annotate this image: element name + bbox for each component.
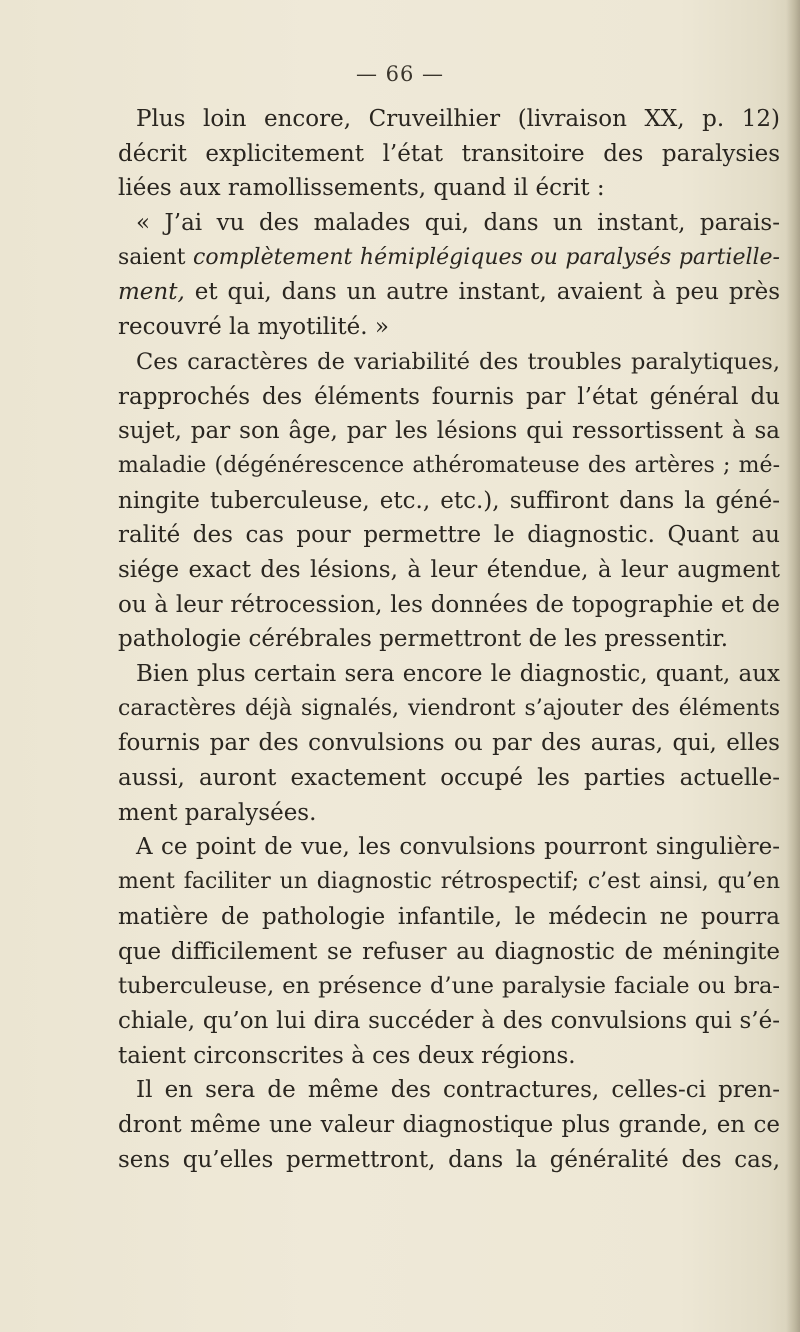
text-line: taient circonscrites à ces deux régions. [118,1042,576,1069]
text-line: ment paralysées. [118,799,317,826]
text-line [118,241,780,276]
italic-segment: complètement hémiplégiques ou paralysés partielle- [193,244,780,270]
page-number-header: — 66 — [355,62,445,86]
text-line: siége exact des lésions, à leur étendue, à leur augment [118,556,780,583]
text-line: maladie (dégénérescence athéromateuse des artères ; mé- [118,452,780,478]
text-line: aussi, auront exactement occupé les parties actuelle- [118,765,780,792]
text-line: pathologie cérébrales permettront de les pressentir. [118,626,729,653]
text-line: que difficilement se refuser au diagnostic de méningite [118,938,780,965]
text-line: ningite tuberculeuse, etc., etc.), suffiront dans la géné- [118,487,780,514]
text-line: dront même une valeur diagnostique plus grande, en ce [118,1111,780,1138]
text-line: A ce point de vue, les convulsions pourront singulière- [136,834,780,861]
text-line: matière de pathologie infantile, le médecin ne pourra [118,903,780,930]
text-line: liées aux ramollissements, quand il écrit : [118,175,605,202]
text-line: Ces caractères de variabilité des troubles paralytiques, [136,348,780,375]
text-line: décrit explicitement l’état transitoire des paralysies [118,140,780,167]
text-line [118,275,780,310]
text-segment: et qui, dans un autre instant, avaient à peu près [184,279,780,306]
italic-segment: ment, [118,279,185,306]
text-line: ment faciliter un diagnostic rétrospectif; c’est ainsi, qu’en [118,869,780,895]
text-line: sens qu’elles permettront, dans la généralité des cas, [118,1146,780,1173]
body-text [118,102,780,1177]
text-line: rapprochés des éléments fournis par l’état général du [118,383,780,410]
text-line: ralité des cas pour permettre le diagnostic. Quant au [118,522,780,549]
text-line: Bien plus certain sera encore le diagnostic, quant, aux [136,661,780,687]
text-segment: saient [118,244,194,270]
text-line: « J’ai vu des malades qui, dans un instant, parais- [136,210,780,237]
text-line: fournis par des convulsions ou par des auras, qui, elles [118,730,780,757]
text-line: ou à leur rétrocession, les données de topographie et de [118,591,780,618]
text-line: chiale, qu’on lui dira succéder à des convulsions qui s’é- [118,1007,780,1034]
text-line: Plus loin encore, Cruveilhier (livraison XX, p. 12) [136,106,780,132]
text-line: Il en sera de même des contractures, celles-ci pren- [136,1077,780,1104]
text-line: caractères déjà signalés, viendront s’ajouter des éléments [118,695,780,721]
text-line: recouvré la myotilité. » [118,314,389,341]
text-line: sujet, par son âge, par les lésions qui ressortissent à sa [118,418,780,445]
text-line: tuberculeuse, en présence d’une paralysie faciale ou bra- [118,973,780,1000]
page-edge-shadow [786,0,800,1332]
